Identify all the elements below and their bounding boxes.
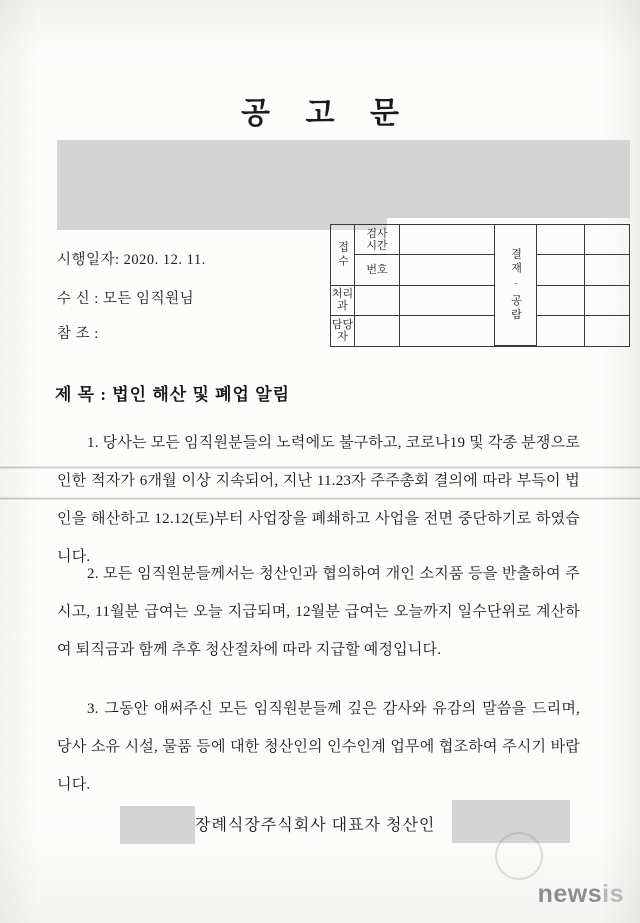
routing-cell-approval-1 [537,225,585,255]
company-seal-mark [495,832,543,880]
routing-cell-approval-3 [537,255,585,285]
routing-cell-dept-pad [355,286,400,316]
paragraph-1 [57,424,580,576]
routing-cell-approval-5 [537,286,585,316]
routing-cell-person-value [400,316,495,346]
redaction-header-right-block [387,140,630,218]
routing-approval-table [330,224,630,347]
routing-cell-number-value [400,255,495,285]
paragraph-2-number: 2. [87,566,99,582]
routing-cell-approval-8 [585,316,629,346]
paragraph-2 [57,555,580,669]
paragraph-3-text: 그동안 애써주신 모든 임직원분들께 깊은 감사와 유감의 말씀을 드리며, 당사 소유 시설, 물품 등에 대한 청산인의 인수인계 업무에 협조하여 주시기 바랍니다. [57,701,580,793]
recipient-line: 수 신 : 모든 임직원님 [57,291,195,307]
routing-cell-approval-label: 결재 · 공람 [495,225,537,346]
page-title: 공 고 문 [241,97,413,130]
paragraph-2-text: 모든 임직원분들께서는 청산인과 협의하여 개인 소지품 등을 반출하여 주시고, 11월분 급여는 오늘 지급되며, 12월분 급여는 오늘까지 일수단위로 계산하여 퇴직금과 함께 추후 청산절차에 따라 지급할 예정입니다. [57,566,580,658]
routing-cell-person-pad [355,316,400,346]
issue-date-line: 시행일자: 2020. 12. 11. [57,252,206,268]
subject-line: 제 목 : 법인 해산 및 폐업 알림 [55,385,291,404]
routing-cell-approval-6 [585,286,629,316]
paragraph-1-number: 1. [87,435,99,451]
paragraph-3 [57,690,580,804]
paragraph-3-number: 3. [87,701,99,717]
routing-cell-approval-7 [537,316,585,346]
routing-cell-approval-4 [585,255,629,285]
routing-cell-number: 번호 [355,255,400,285]
routing-cell-inspect-time-value [400,225,495,255]
paragraph-1-text: 당사는 모든 임직원분들의 노력에도 불구하고, 코로나19 및 각종 분쟁으로 인한 적자가 6개월 이상 지속되어, 지난 11.23자 주주총회 결의에 따라 부득이 법인을 해산하고 12.12(토)부터 사업장을 폐쇄하고 사업을 전면 중단하기로 하였습니다. [57,435,580,565]
routing-cell-approval-2 [585,225,629,255]
routing-cell-receipt: 접수 [331,225,355,286]
newsis-watermark [538,880,624,909]
redaction-header-company-block [57,140,387,230]
redaction-signature-left-block [120,806,195,844]
routing-cell-person: 담당자 [331,316,355,346]
cc-line: 참 조 : [57,326,99,342]
routing-cell-dept: 처리과 [331,286,355,316]
routing-cell-dept-value [400,286,495,316]
signature-line: 장례식장주식회사 대표자 청산인 [195,817,436,834]
watermark-suffix: is [602,880,624,908]
watermark-prefix: news [537,880,603,908]
routing-cell-inspect-time: 검사 시간 [355,225,400,255]
